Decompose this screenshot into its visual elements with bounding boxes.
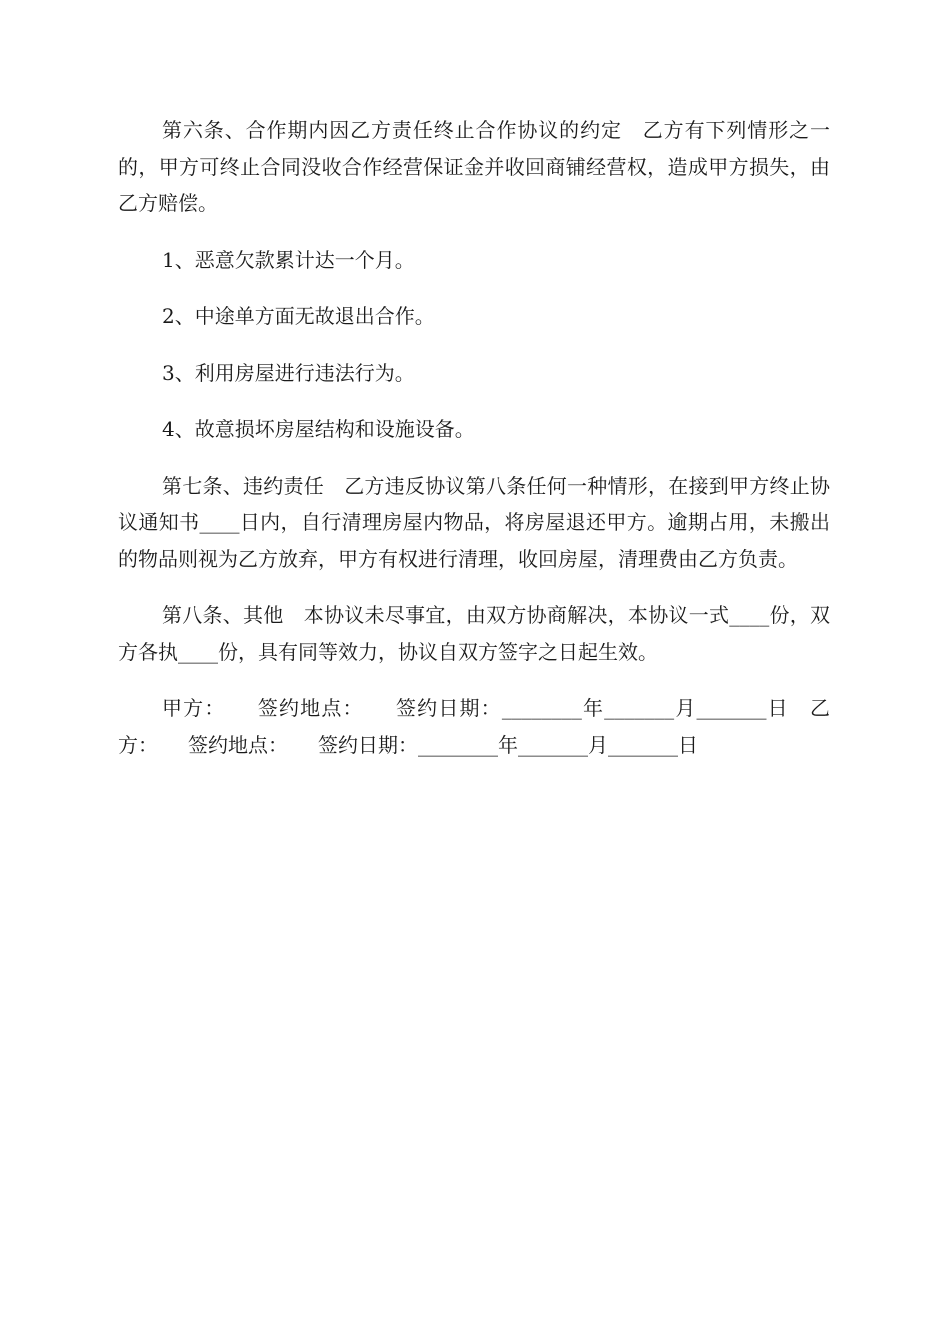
clause-1: 1、恶意欠款累计达一个月。 <box>162 247 415 272</box>
document-body <box>118 112 830 763</box>
clause-2: 2、中途单方面无故退出合作。 <box>162 304 435 328</box>
article-6-paragraph: 第六条、合作期内因乙方责任终止合作协议的约定 乙方有下列情形之一的，甲方可终止合同没收合作经营保证金并收回商铺经营权，造成甲方损失，由乙方赔偿。 <box>118 118 830 215</box>
article-7-paragraph: 第七条、违约责任 乙方违反协议第八条任何一种情形，在接到甲方终止协议通知书____日内，自行清理房屋内物品，将房屋退还甲方。逾期占用，未搬出的物品则视为乙方放弃，甲方有权进行清理，收回房屋，清理费由乙方负责。 <box>118 473 830 571</box>
clause-3: 3、利用房屋进行违法行为。 <box>162 360 415 385</box>
article-8-paragraph: 第八条、其他 本协议未尽事宜，由双方协商解决，本协议一式____份，双方各执____份，具有同等效力，协议自双方签字之日起生效。 <box>118 603 830 664</box>
signature-block: 甲方： 签约地点： 签约日期：________年_______月_______日 乙方： 签约地点： 签约日期：________年_______月_______日 <box>118 696 830 757</box>
clause-4: 4、故意损坏房屋结构和设施设备。 <box>162 417 475 441</box>
